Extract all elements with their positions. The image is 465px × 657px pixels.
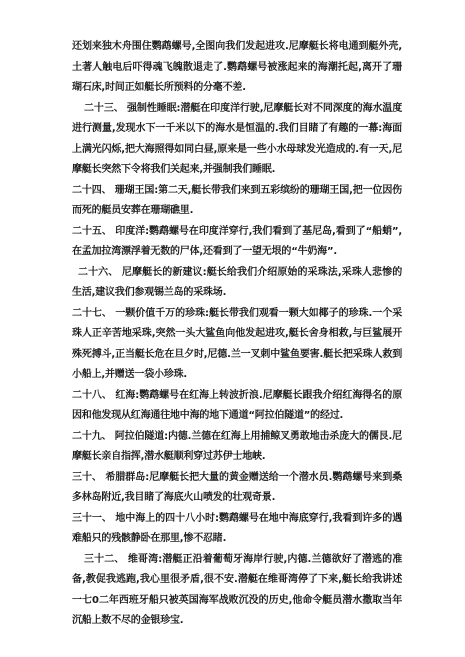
paragraph-chapter-28: 二十八、 红海:鹦鹉螺号在红海上转波折浪.尼摩艇长跟我介绍红海得名的原因和他发现从红海通往地中海的地下通道“阿拉伯隧道”的经过. <box>72 389 402 421</box>
paragraph-chapter-31: 三十一、 地中海上的四十八小时:鹦鹉螺号在地中海底穿行,我看到许多的遇难船只的残骸静卧在那里,惨不忍睹. <box>72 512 402 544</box>
paragraph-chapter-26: 二十六、 尼摩艇长的新建议:艇长给我们介绍原始的采珠法,采珠人悲惨的生活,建议我们参观锡兰岛的采珠场. <box>72 266 402 298</box>
paragraph-chapter-32: 三十二、 维哥湾:潜艇正沿着葡萄牙海岸行驶,内德.兰德欲好了潜逃的准备,教促我逃跑,我心里很矛盾,很不安.潜艇在维哥湾停了下来,艇长给我讲述一七0二年西班牙船只被英国海军战败沉没的历史,他命令艇员潜水撒取当年沉船上数不尽的金银珍宝. <box>72 553 402 626</box>
paragraph-chapter-25: 二十五、 印度洋:鹦鹉螺号在印度洋穿行,我们看到了基尼岛,看到了“船蛸”,在孟加拉湾漂浮着无数的尸体,还看到了一望无垠的“牛奶海”. <box>72 225 402 257</box>
paragraph-chapter-29: 二十九、 阿拉伯隧道:内德.兰德在红海上用捕鲸叉勇敢地击杀庞大的儒艮.尼摩艇长亲自指挥,潜水艇顺利穿过苏伊士地峡. <box>72 430 402 462</box>
paragraph-chapter-30: 三十、 希腊群岛:尼摩艇长把大量的黄金赠送给一个潜水员.鹦鹉螺号来到桑多林岛附近,我目睹了海底火山喷发的壮观奇景. <box>72 471 402 503</box>
paragraph-chapter-27: 二十七、 一颗价值千万的珍珠:艇长带我们观看一颗大如椰子的珍珠.一个采珠人正辛苦地采珠,突然一头大鲨鱼向他发起进攻,艇长舍身相救,与巨鲨展开殊死搏斗,正当艇长危在旦夕时,尼德.兰一叉刺中鲨鱼要害.艇长把采珠人救到小船上,并赠送一袋小珍珠. <box>72 307 402 380</box>
paragraph-chapter-23: 二十三、 强制性睡眠:潜艇在印度洋行驶,尼摩艇长对不同深度的海水温度进行测量,发现水下一千米以下的海水是恒温的.我们目睹了有趣的一幕:海面上满光闪烁,把大海照得如同白昼,原来是一些小水母球发光造成的.有一天,尼摩艇长突然下令将我们关起来,并强制我们睡眠. <box>72 102 402 175</box>
paragraph-chapter-24: 二十四、 珊瑚王国:第二天,艇长带我们来到五彩缤纷的珊瑚王国,把一位因伤而死的艇员安葬在珊瑚礁里. <box>72 184 402 216</box>
paragraph-continuation: 还划来独木舟围住鹦鹉螺号,全图向我们发起进攻.尼摩艇长将电通到艇外壳,土著人触电后吓得魂飞魄散退走了.鹦鹉螺号被涨起来的海潮托起,离开了珊瑚石床,时间正如艇长所预料的分毫不差. <box>72 41 402 93</box>
document-page <box>72 37 402 632</box>
